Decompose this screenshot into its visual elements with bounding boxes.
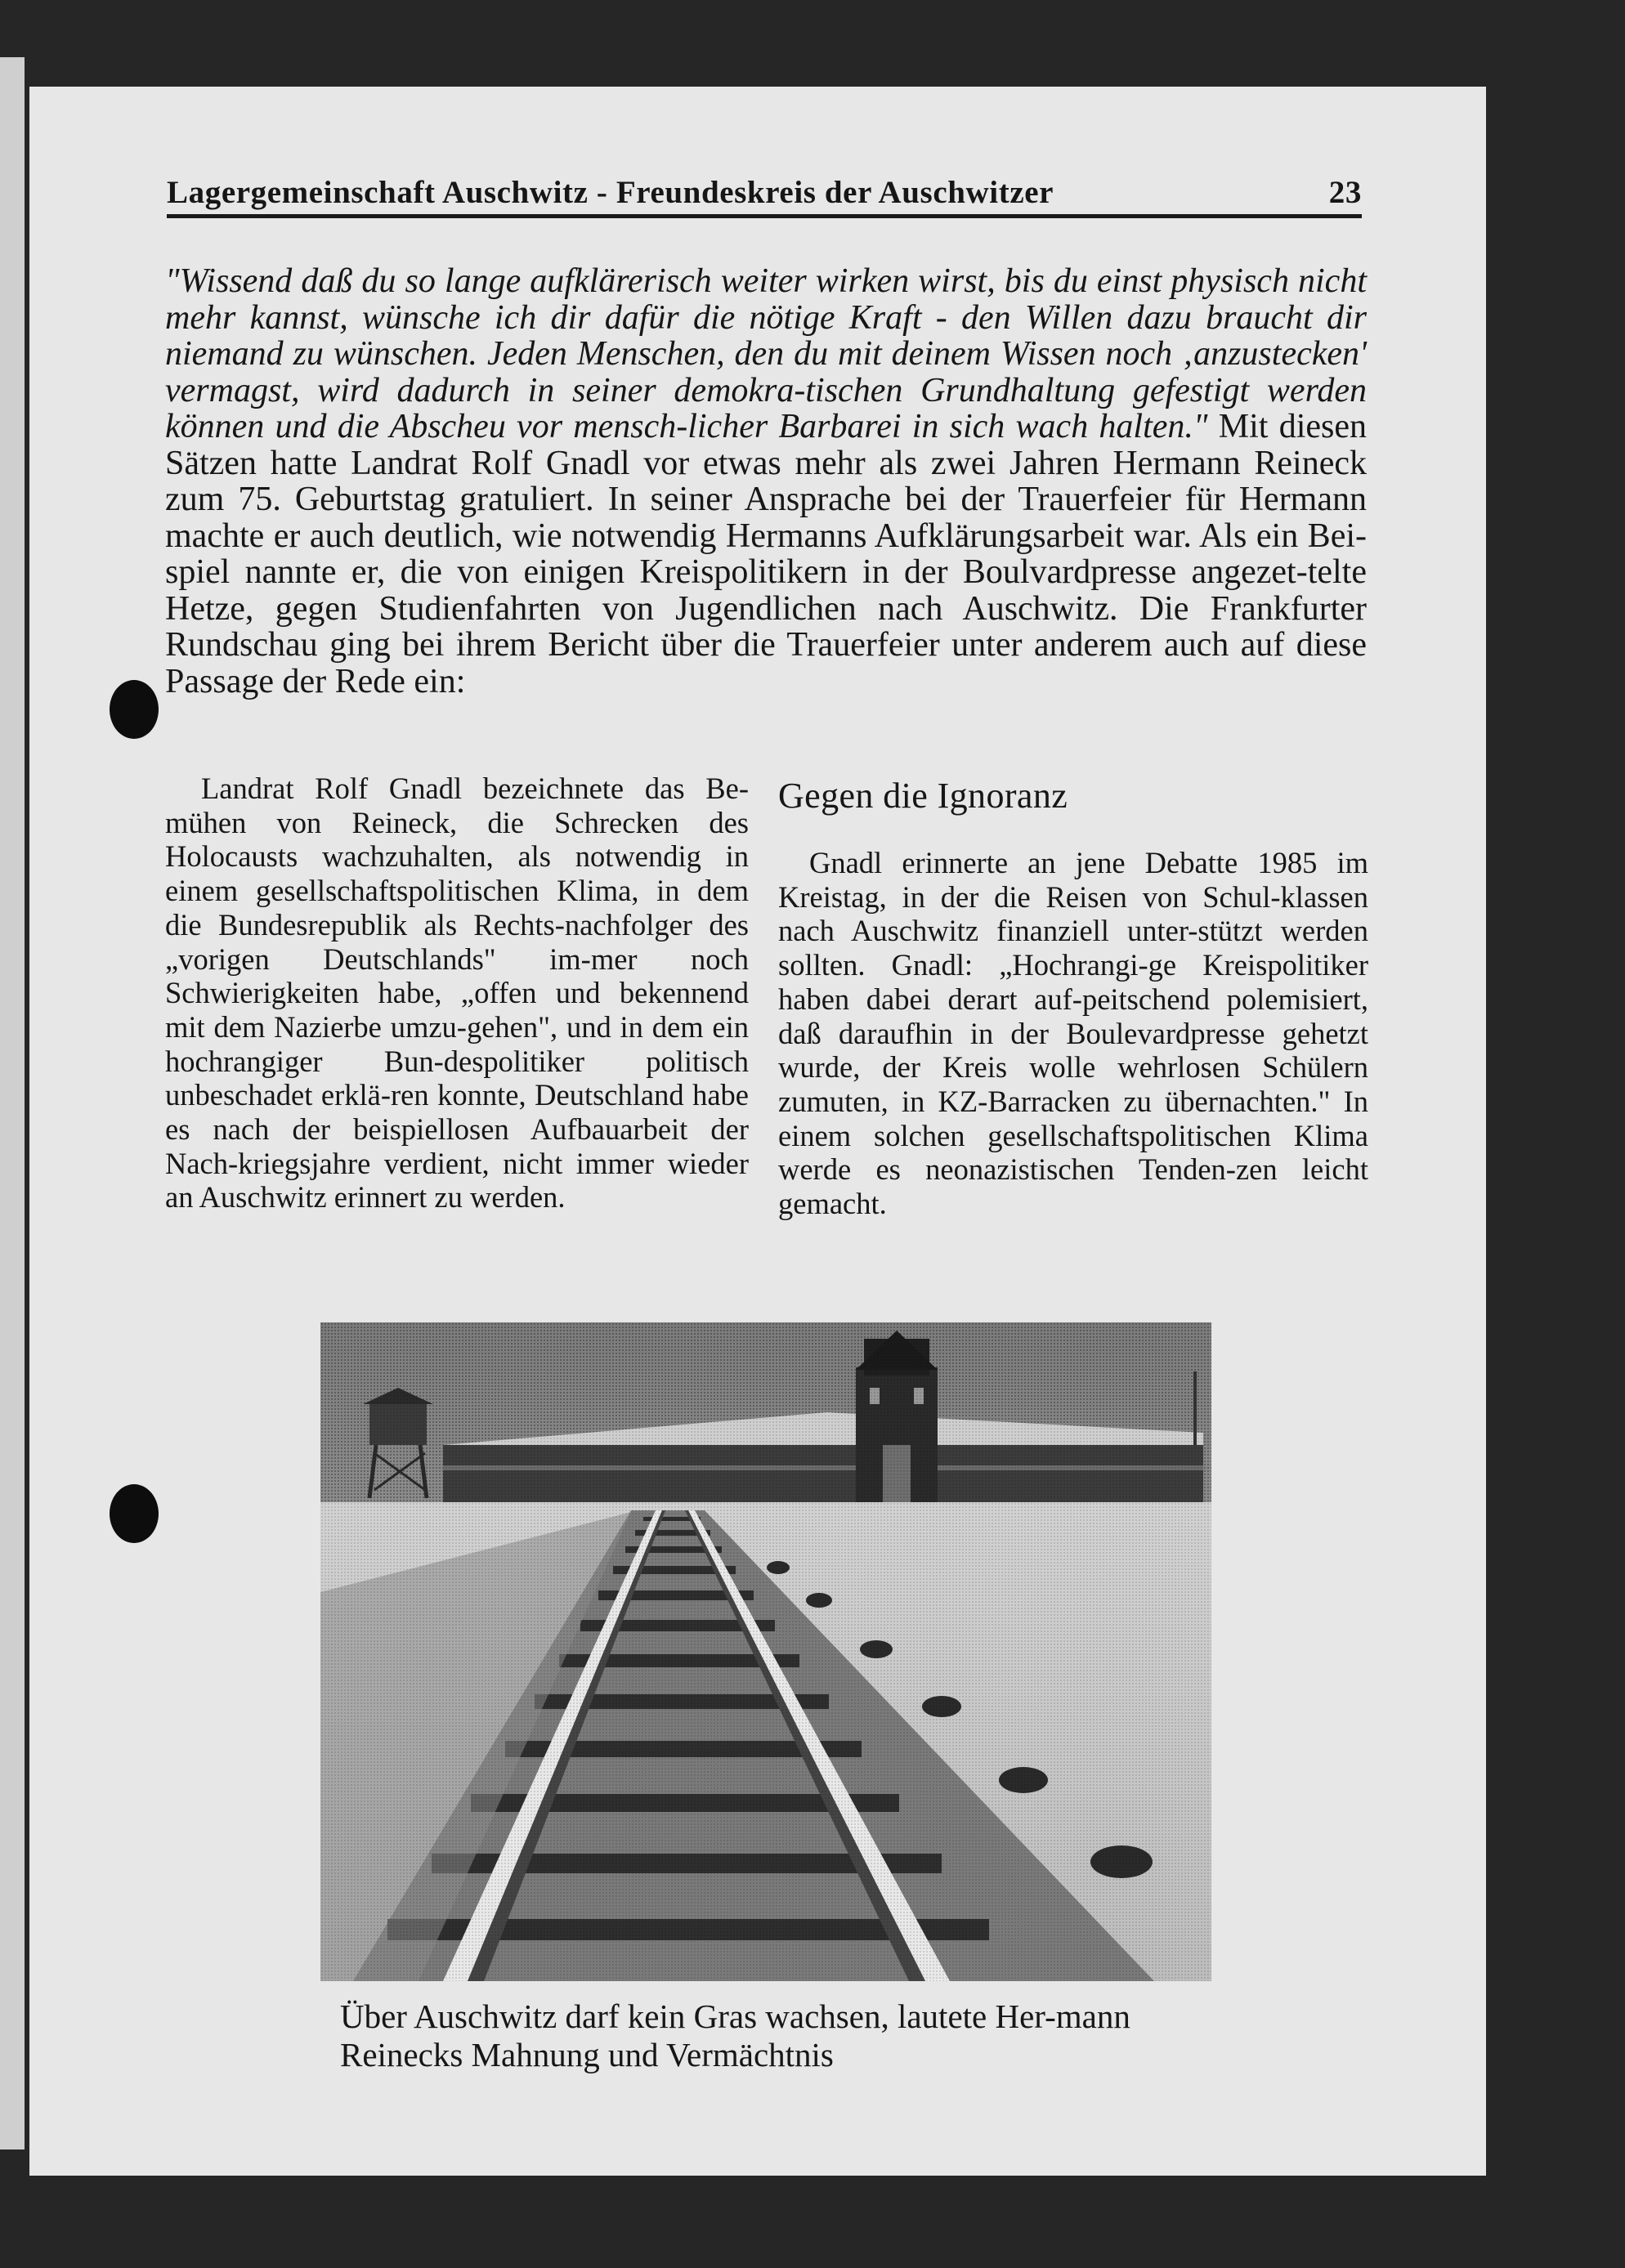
punch-hole-bottom — [110, 1484, 159, 1543]
clipping-right-paragraph: Gnadl erinnerte an jene Debatte 1985 im Kreistag, in der die Reisen von Schul-klassen nach Auschwitz finanziell unter-stützt werden sollten. Gnadl: „Hochrangi-ge Kreispolitiker haben dabei derart auf-peitschend polemisiert, daß daraufhin in der Boulevardpresse gehetzt wurde, der Kreis wolle wehrlosen Schülern zumuten, in KZ-Barracken zu übernachten." In einem solchen gesellschaftspolitischen Klima werde es neonazistischen Tenden-zen leicht gemacht. — [778, 846, 1368, 1221]
page-header — [167, 162, 1362, 218]
clipping-heading: Gegen die Ignoranz — [778, 776, 1068, 816]
article-intro — [165, 263, 1367, 700]
page-number: 23 — [1328, 175, 1362, 210]
adjacent-page-edge — [0, 57, 25, 2149]
document-page — [29, 87, 1486, 2176]
photo-caption: Über Auschwitz darf kein Gras wachsen, lautete Her-mann Reinecks Mahnung und Vermächtnis — [340, 1997, 1130, 2073]
article-body: Mit diesen Sätzen hatte Landrat Rolf Gnadl vor etwas mehr als zwei Jahren Hermann Reineck zum 75. Geburtstag gratuliert. In seiner Ansprache bei der Trauerfeier für Hermann machte er auch deutlich, wie notwendig Hermanns Aufklärungsarbeit war. Als ein Bei-spiel nannte er, die von einigen Kreispolitikern in der Boulvardpresse angezet-telte Hetze, gegen Studienfahrten von Jugendlichen nach Auschwitz. Die Frankfurter Rundschau ging bei ihrem Bericht über die Trauerfeier unter anderem auch auf diese Passage der Rede ein: — [165, 408, 1367, 700]
clipping-right-column — [778, 775, 1368, 1221]
punch-hole-top — [110, 680, 159, 739]
auschwitz-rail-photo — [320, 1322, 1211, 1981]
auschwitz-gate-railway-image — [320, 1322, 1211, 1981]
clipping-left-column — [165, 772, 749, 1215]
gnadl-quote: "Wissend daß du so lange aufklärerisch weiter wirken wirst, bis du einst physisch nicht mehr kannst, wünsche ich dir dafür die nötige Kraft - den Willen dazu braucht dir niemand zu wünschen. Jeden Menschen, den du mit deinem Wissen noch ‚anzustecken' vermagst, wird dadurch in seiner demokra-tischen Grundhaltung gefestigt werden können und die Abscheu vor mensch-licher Barbarei in sich wach halten." — [165, 262, 1367, 445]
clipping-left-paragraph: Landrat Rolf Gnadl bezeichnete das Be-mühen von Reineck, die Schrecken des Holocausts wachzuhalten, als notwendig in einem gesellschaftspolitischen Klima, in dem die Bundesrepublik als Rechts-nachfolger des „vorigen Deutschlands" im-mer noch Schwierigkeiten habe, „offen und bekennend mit dem Nazierbe umzu-gehen", und in dem ein hochrangiger Bun-despolitiker politisch unbeschadet erklä-ren konnte, Deutschland habe es nach der beispiellosen Aufbauarbeit der Nach-kriegsjahre verdient, nicht immer wieder an Auschwitz erinnert zu werden. — [165, 772, 749, 1215]
header-title: Lagergemeinschaft Auschwitz - Freundeskreis der Auschwitzer — [167, 175, 1054, 210]
